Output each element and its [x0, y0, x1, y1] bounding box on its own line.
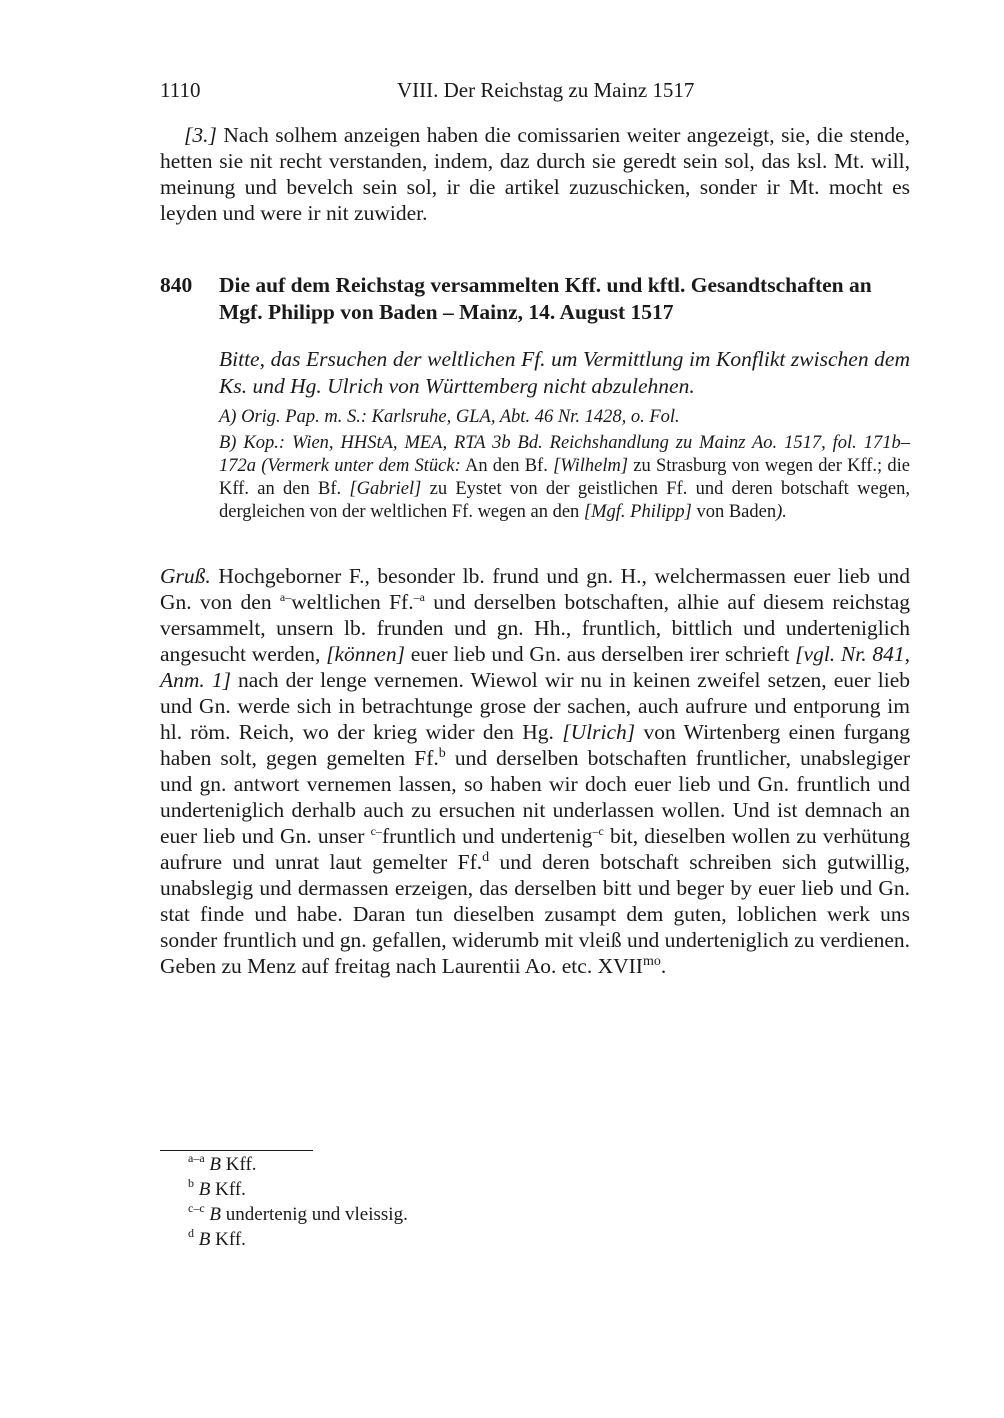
- footnote-mark-c: c–: [370, 824, 382, 838]
- footnote-mark-a-end: –a: [413, 590, 425, 604]
- page-number: 1110: [160, 78, 201, 102]
- letter-text: Gruß. Hochgeborner F., besonder lb. frund und gn. H., welchermassen euer lieb und Gn. von den $^{a-}$weltlichen Ff.$^{-a}$ und derselben botschaften, alhie auf diesem reichstag versammelt, unsern lb. frunden und gn. Hh., fruntlich, bittlich und underteniglich angesucht werden, [können] euer lieb und Gn. aus derselben irer schrieft [vgl. Nr. 841, Anm. 1] nach der lenge vernemen. Wiewol wir nu in keinen zweifel setzen, euer lieb und Gn. werde sich in betrachtunge grose der sachen, auch aufrure und entporung im hl. röm. Reich, wo der krieg wider den Hg. [Ulrich] von Wirtenberg einen furgang haben solt, gegen gemelten Ff.$^b$ und derselben botschaften fruntlicher, unabslegiger und gn. antwort vernemen lassen, so haben wir doch euer lieb und Gn. fruntlich und underteniglich derhalb auch zu ersuchen nit underlassen wollen. Und ist demnach an euer lieb und Gn. unser $^{c-}$fruntlich und undertenig$^{-c}$ bit, dieselben wollen zu verhütung aufrure und unrat laut gemelter Ff.$^d$ und deren botschaft schreiben sich gutwillig, unabslegig und dermassen erzeigen, das derselben bitt und beger by euer lieb und Gn. stat finde und habe. Daran tun dieselben zusampt dem guten, loblichen werk uns sonder fruntlich und gn. gefallen, widerumb mit vleiß und underteniglich zu verdienen. Geben zu Menz auf freitag nach Laurentii Ao. etc. $XVII^{mo}$.: [160, 564, 911, 978]
- section-marker: [3.]: [184, 123, 217, 147]
- footnote-mark-d: d: [482, 850, 490, 865]
- footnote-mark-a: a–: [279, 590, 292, 604]
- section-3-text: Nach solhem anzeigen haben die comissarien weiter angezeigt, sie, die stende, hetten sie nit recht verstanden, indem, daz durch sie geredt sein sol, das ksl. Mt. will, meinung und bevelch sein sol, ir die artikel zuzuschicken, sonder ir Mt. mocht es leyden und were ir nit zuwider.: [160, 123, 910, 225]
- source-a: A) Orig. Pap. m. S.: Karlsruhe, GLA, Abt. 46 Nr. 1428, o. Fol.: [219, 407, 680, 427]
- section-3: [160, 122, 910, 226]
- document-number: 840: [160, 273, 193, 297]
- footnote-rule: [160, 1150, 313, 1151]
- salutation: Gruß.: [160, 564, 211, 588]
- document-title: Die auf dem Reichstag versammelten Kff. und kftl. Gesandtschaften an Mgf. Philipp von Baden – Mainz, 14. August 1517: [219, 273, 872, 324]
- footnote-a: $^{a-a}$ B Kff.: [188, 1151, 257, 1175]
- document-regest: Bitte, das Ersuchen der weltlichen Ff. um Vermittlung im Konflikt zwischen dem Ks. und Hg. Ulrich von Württemberg nicht abzulehnen.: [219, 347, 910, 398]
- footnote-mark-c-end: –c: [592, 824, 604, 838]
- footnote-mark-b: b: [438, 746, 446, 761]
- running-title: VIII. Der Reichstag zu Mainz 1517: [397, 78, 695, 102]
- footnote-b: $^b$ B Kff.: [188, 1176, 246, 1200]
- page-header: [160, 78, 910, 108]
- source-b: B) Kop.: Wien, HHStA, MEA, RTA 3b Bd. Reichshandlung zu Mainz Ao. 1517, fol. 171b–172a (Vermerk unter dem Stück: An den Bf. [Wilhelm] zu Strasburg von wegen der Kff.; die Kff. an den Bf. [Gabriel] zu Eystet von der geistlichen Ff. und deren botschaft wegen, dergleichen von der weltlichen Ff. wegen an den [Mgf. Philipp] von Baden).: [219, 433, 911, 522]
- footnote-d: $^d$ B Kff.: [188, 1226, 246, 1250]
- footnote-c: $^{c-c}$ B undertenig und vleissig.: [188, 1201, 408, 1225]
